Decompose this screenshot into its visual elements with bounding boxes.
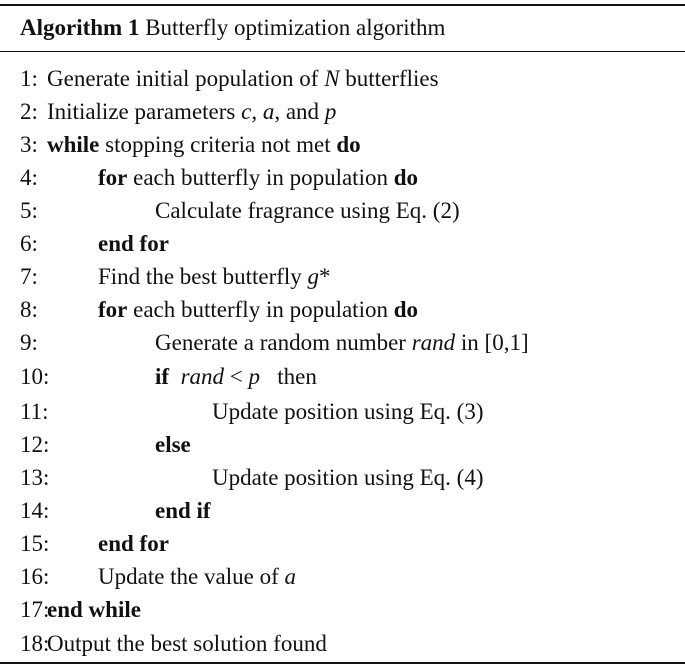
line-code	[47, 128, 361, 161]
keyword: do	[393, 165, 419, 190]
math-variable: a	[262, 99, 275, 124]
keyword: while	[47, 132, 100, 157]
line-code	[212, 461, 484, 494]
code-text	[169, 364, 181, 389]
line-number: 13:	[20, 465, 50, 490]
algorithm-caption	[20, 14, 445, 42]
math-variable: g	[307, 264, 320, 289]
keyword: else	[155, 432, 191, 457]
keyword: end while	[47, 597, 141, 622]
caption-title: Butterfly optimization algorithm	[139, 15, 446, 40]
line-number: 15:	[20, 531, 50, 556]
line-number: 6:	[20, 231, 38, 256]
line-code	[155, 494, 211, 527]
code-text: Generate a random number	[155, 330, 412, 355]
keyword: for	[98, 297, 128, 322]
line-number: 11:	[20, 399, 49, 424]
code-text: Find the best butterfly	[98, 264, 308, 289]
line-number: 9:	[20, 330, 38, 355]
line-code	[98, 161, 418, 194]
line-code	[47, 95, 336, 128]
code-text: stopping criteria not met	[99, 132, 337, 157]
bottom-rule	[0, 662, 685, 664]
code-text: then	[260, 364, 317, 389]
code-text: <	[224, 364, 249, 389]
code-text: Initialize parameters	[47, 99, 242, 124]
line-number: 1:	[20, 66, 38, 91]
line-number: 18:	[20, 631, 50, 656]
keyword: end if	[155, 498, 211, 523]
line-code	[47, 593, 141, 626]
line-code	[155, 360, 317, 393]
code-text: Generate initial population of	[47, 66, 325, 91]
line-code	[98, 260, 331, 293]
code-text: , and	[274, 99, 325, 124]
line-number: 12:	[20, 432, 50, 457]
keyword: do	[393, 297, 419, 322]
line-number: 14:	[20, 498, 50, 523]
line-number: 16:	[20, 564, 50, 589]
math-variable: p	[248, 364, 260, 389]
line-code	[98, 527, 169, 560]
line-code	[155, 326, 529, 359]
keyword: for	[98, 165, 128, 190]
caption-rule	[0, 51, 685, 52]
line-code	[98, 293, 418, 326]
math-variable: a	[284, 564, 296, 589]
top-rule	[0, 4, 685, 6]
code-text: ,	[251, 99, 263, 124]
code-text: each butterfly in population	[127, 165, 394, 190]
line-number: 8:	[20, 297, 38, 322]
line-code	[155, 194, 460, 227]
line-number: 4:	[20, 165, 38, 190]
math-variable: N	[324, 66, 340, 91]
code-text: Output the best solution found	[47, 631, 327, 656]
line-number: 2:	[20, 99, 38, 124]
code-text: in [0,1]	[455, 330, 529, 355]
line-number: 7:	[20, 264, 38, 289]
code-text: Update position using Eq. (4)	[212, 465, 484, 490]
math-variable: rand	[411, 330, 456, 355]
line-number: 5:	[20, 198, 38, 223]
line-code	[47, 627, 327, 660]
math-variable: rand	[180, 364, 225, 389]
code-text: butterflies	[339, 66, 439, 91]
line-code	[155, 428, 191, 461]
code-text: *	[319, 264, 331, 289]
line-code	[98, 227, 169, 260]
line-number: 3:	[20, 132, 38, 157]
line-number: 17:	[20, 597, 50, 622]
caption-label: Algorithm 1	[20, 15, 140, 40]
keyword: do	[336, 132, 361, 157]
line-code	[47, 62, 439, 95]
code-text: Calculate fragrance using Eq. (2)	[155, 198, 460, 223]
math-variable: p	[324, 99, 337, 124]
code-text: Update position using Eq. (3)	[212, 399, 484, 424]
keyword: end for	[98, 231, 169, 256]
line-code	[212, 395, 484, 428]
code-text: Update the value of	[98, 564, 285, 589]
math-variable: c	[241, 99, 252, 124]
code-text: each butterfly in population	[127, 297, 394, 322]
line-number: 10:	[20, 364, 50, 389]
keyword: if	[155, 364, 170, 389]
keyword: end for	[98, 531, 169, 556]
line-code	[98, 560, 296, 593]
